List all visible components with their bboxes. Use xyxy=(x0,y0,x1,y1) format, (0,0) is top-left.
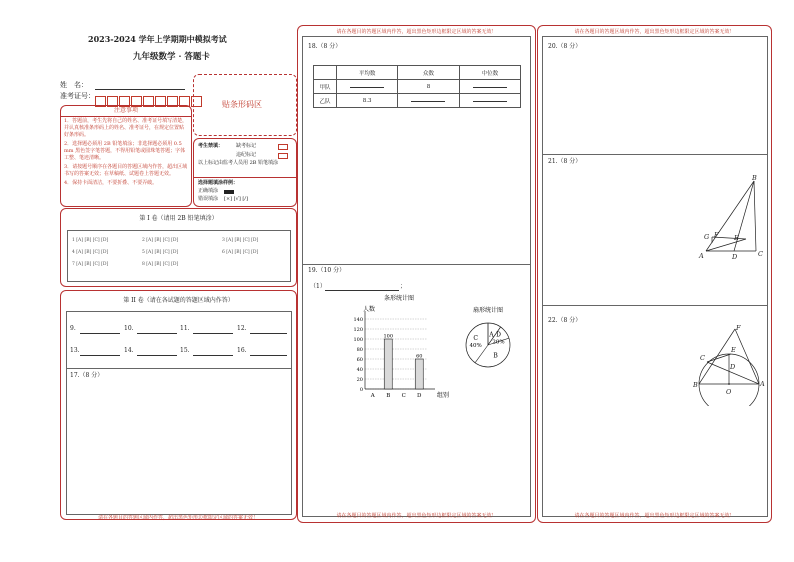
table-header: 众数 xyxy=(398,66,459,80)
q12-label: 12. xyxy=(237,325,247,332)
choice-q2[interactable]: 2 [A] [B] [C] [D] xyxy=(142,238,179,243)
q19-sub1-end: ； xyxy=(400,283,407,290)
choice-q6[interactable]: 6 [A] [B] [C] [D] xyxy=(222,250,259,255)
point-label: E xyxy=(734,234,739,242)
y-tick-label: 100 xyxy=(353,336,363,343)
choice-q5[interactable]: 5 [A] [B] [C] [D] xyxy=(142,250,179,255)
y-tick-label: 0 xyxy=(359,386,363,393)
q10-blank[interactable] xyxy=(137,333,177,334)
notes-item: 3．请按题号顺序在各题目的答题区域内作答，超出区域书写的答案无效；在草稿纸、试题卷上答题无效。 xyxy=(64,164,188,177)
table-cell: 8.3 xyxy=(337,94,398,108)
chart-title: 扇形统计图 xyxy=(472,307,504,314)
violation-mark-label: 违纪标记 xyxy=(236,152,257,158)
table-header: 平均数 xyxy=(337,66,398,80)
notes-item: 4．保持卡面清洁，不要折叠、不要弄破。 xyxy=(64,180,158,186)
barcode-label: 贴条形码区 xyxy=(222,100,262,109)
notes-title: 注意事项 xyxy=(61,106,191,117)
notes-item: 1．答题前，考生先将自己的姓名、准考证号填写清楚，并认真核准条形码上的姓名、准考证号，在规定位置贴好条形码。 xyxy=(64,118,188,138)
table-header xyxy=(314,66,337,80)
q20-label: 20.（8 分） xyxy=(548,43,582,50)
q18-score-table xyxy=(313,65,521,108)
right-panel xyxy=(537,25,772,523)
pie-slice-label: C xyxy=(473,334,478,342)
wrong-marks: [×] [√] [/] xyxy=(224,196,248,202)
q11-blank[interactable] xyxy=(193,333,233,334)
data-label: 100 xyxy=(383,333,394,340)
q22-label: 22.（8 分） xyxy=(548,317,582,324)
point-label: B xyxy=(752,174,757,182)
table-cell: 甲队 xyxy=(314,80,337,94)
pie-slice-label: D xyxy=(496,331,501,339)
footer-warning-top: 请在各题目的答题区域内作答，超出黑色矩形边框限定区域的答案无效！ xyxy=(574,29,735,35)
q21-label: 21.（8 分） xyxy=(548,158,582,165)
divider xyxy=(67,368,291,369)
y-tick-label: 60 xyxy=(356,356,363,363)
table-row xyxy=(314,80,521,94)
y-tick-label: 20 xyxy=(356,376,363,383)
part2-box xyxy=(60,290,297,520)
note-label: 考生禁填： xyxy=(198,143,224,149)
footer-warning-top: 请在各题目的答题区域内作答，超出黑色矩形边框限定区域的答案无效！ xyxy=(336,29,497,35)
answer-region-q20-22 xyxy=(542,36,768,517)
table-header: 中位数 xyxy=(459,66,520,80)
table-cell-blank[interactable] xyxy=(337,80,398,94)
table-cell: 乙队 xyxy=(314,94,337,108)
table-cell-blank[interactable] xyxy=(398,94,459,108)
subtitle: 九年级数学 · 答题卡 xyxy=(133,52,210,62)
fill-blank-area xyxy=(66,311,292,515)
notes-box xyxy=(60,105,192,207)
point-label: G xyxy=(704,233,710,241)
table-cell-blank[interactable] xyxy=(459,80,520,94)
y-tick-label: 40 xyxy=(356,366,363,373)
marks-box xyxy=(193,138,297,207)
left-panel xyxy=(58,28,298,524)
footer-warning-bottom: 请在各题目的答题区域内作答，超出黑色矩形边框限定区域的答案无效！ xyxy=(336,513,497,519)
point-label: C xyxy=(700,354,705,362)
q20-answer-area[interactable] xyxy=(543,53,767,153)
missing-mark-box[interactable] xyxy=(278,144,288,150)
y-tick-label: 120 xyxy=(353,326,363,333)
q21-geometry-figure xyxy=(698,173,768,263)
table-row xyxy=(314,94,521,108)
correct-fill-icon xyxy=(224,190,234,194)
divider xyxy=(303,264,530,265)
x-tick-label: D xyxy=(417,393,422,399)
x-axis-label: 组别 xyxy=(437,392,450,399)
pie-chart xyxy=(453,305,523,375)
marks-instruction: 以上标记由监考人员用 2B 铅笔填涂 xyxy=(198,160,279,166)
x-tick-label: B xyxy=(386,393,391,399)
choice-q7[interactable]: 7 [A] [B] [C] [D] xyxy=(72,262,109,267)
q9-blank[interactable] xyxy=(80,333,120,334)
id-label: 准考证号： xyxy=(60,92,95,100)
q13-label: 13. xyxy=(70,347,80,354)
q10-label: 10. xyxy=(124,325,134,332)
divider xyxy=(194,177,296,178)
exam-title: 2023-2024 学年上学期期中模拟考试 xyxy=(88,34,227,44)
q15-label: 15. xyxy=(180,347,190,354)
violation-mark-box[interactable] xyxy=(278,153,288,159)
part1-grid xyxy=(67,230,291,282)
correct-label: 正确填涂 xyxy=(198,188,219,194)
q12-blank[interactable] xyxy=(250,333,287,334)
divider xyxy=(543,305,767,306)
q14-label: 14. xyxy=(124,347,134,354)
pie-slice-label: A xyxy=(489,331,494,339)
center-point xyxy=(728,383,730,385)
point-label: A xyxy=(760,380,765,388)
name-label: 姓 名： xyxy=(60,81,88,89)
missing-mark-label: 缺考标记 xyxy=(236,143,257,149)
name-field[interactable] xyxy=(95,89,185,90)
x-tick-label: A xyxy=(370,393,375,399)
q9-label: 9. xyxy=(70,325,76,332)
footer-warning-left: 请在各题目的答题区域内作答，超出黑色矩形边框限定区域的答案无效！ xyxy=(97,515,258,521)
y-tick-label: 80 xyxy=(356,346,363,353)
middle-panel xyxy=(297,25,536,523)
bar xyxy=(415,359,423,389)
pie-slice-label: B xyxy=(493,352,498,360)
table-cell-blank[interactable] xyxy=(459,94,520,108)
q16-label: 16. xyxy=(237,347,247,354)
point-label: A xyxy=(699,252,704,260)
bar xyxy=(384,339,392,389)
table-header-row xyxy=(314,66,521,80)
point-label: O xyxy=(726,388,732,396)
data-label: 60 xyxy=(416,353,423,360)
table-cell: 8 xyxy=(398,80,459,94)
point-label: C xyxy=(758,250,763,258)
example-title: 选择题填涂样例： xyxy=(198,180,239,186)
point-label: F xyxy=(736,324,741,332)
q18-label: 18.（8 分） xyxy=(308,43,342,50)
pie-slice-value: 40% xyxy=(469,342,482,349)
choice-q8[interactable]: 8 [A] [B] [C] [D] xyxy=(142,262,179,267)
q11-label: 11. xyxy=(180,325,190,332)
q13-blank[interactable] xyxy=(80,355,120,356)
q17-answer-area[interactable] xyxy=(67,382,291,512)
q17-label: 17.（8 分） xyxy=(70,372,104,379)
q19-sub1: （1） xyxy=(310,283,326,290)
part1-box xyxy=(60,208,297,287)
y-axis-label: 人数 xyxy=(363,306,376,313)
answer-region-q18-19 xyxy=(302,36,531,517)
chart-title: 条形统计图 xyxy=(383,295,415,302)
pie-slice-value: 20% xyxy=(492,339,505,346)
q16-blank[interactable] xyxy=(250,355,287,356)
q19-sub1-blank[interactable] xyxy=(325,290,399,291)
bar-chart xyxy=(343,293,455,401)
q15-blank[interactable] xyxy=(193,355,233,356)
y-tick-label: 140 xyxy=(353,316,363,323)
choice-q4[interactable]: 4 [A] [B] [C] [D] xyxy=(72,250,109,255)
x-tick-label: C xyxy=(401,393,406,399)
footer-warning-bottom: 请在各题目的答题区域内作答，超出黑色矩形边框限定区域的答案无效！ xyxy=(574,513,735,519)
choice-q3[interactable]: 3 [A] [B] [C] [D] xyxy=(222,238,259,243)
barcode-area xyxy=(193,74,297,136)
wrong-label: 错误填涂 xyxy=(198,196,219,202)
point-label: D xyxy=(730,363,736,371)
q22-circle-figure xyxy=(693,324,767,406)
part1-title: 第 I 卷（请用 2B 铅笔填涂） xyxy=(139,215,218,222)
point-label: F xyxy=(714,231,719,239)
point-label: D xyxy=(732,253,738,261)
q14-blank[interactable] xyxy=(137,355,177,356)
divider xyxy=(543,154,767,155)
part2-title: 第 II 卷（请在各试题的答题区域内作答） xyxy=(123,297,234,304)
notes-item: 2．选择题必须用 2B 铅笔填涂；非选择题必须用 0.5 mm 黑色签字笔答题，不得用铅笔或圆珠笔答题；字体工整、笔迹清晰。 xyxy=(64,141,186,161)
point-label: B xyxy=(693,381,698,389)
q19-label: 19.（10 分） xyxy=(308,267,346,274)
point-label: E xyxy=(731,346,736,354)
choice-q1[interactable]: 1 [A] [B] [C] [D] xyxy=(72,238,109,243)
